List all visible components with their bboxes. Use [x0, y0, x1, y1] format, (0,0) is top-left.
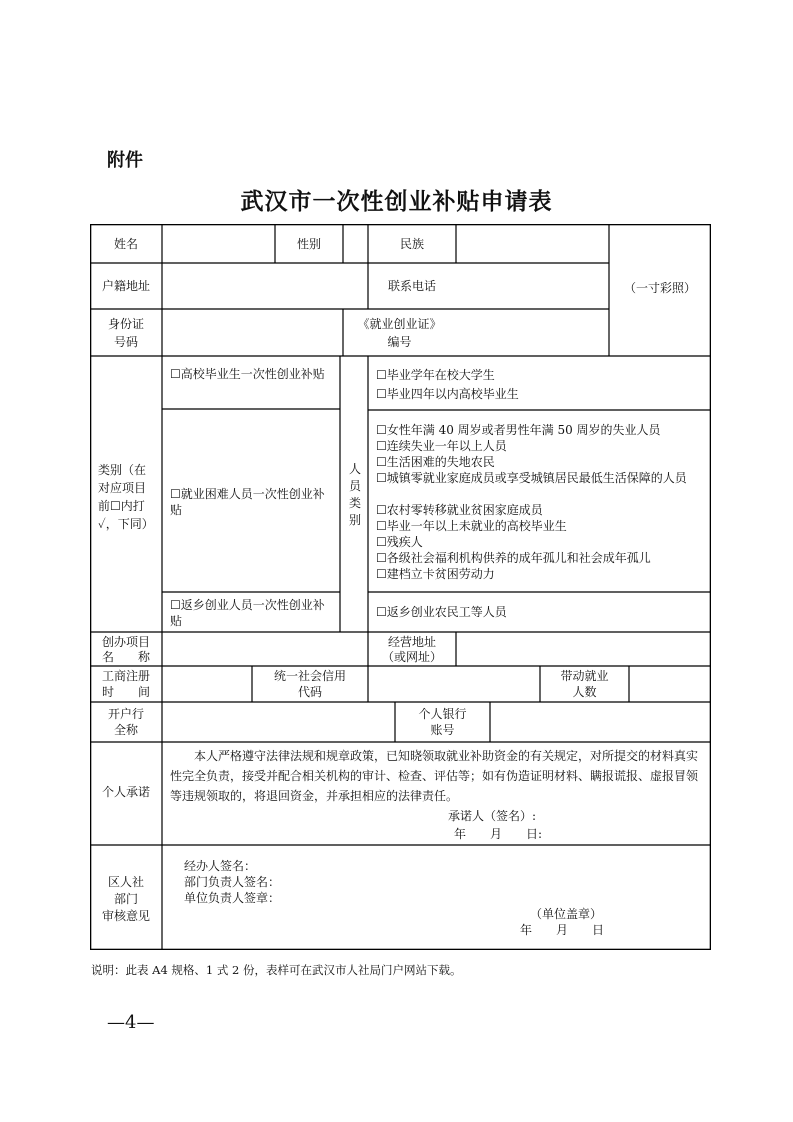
category-label: 类别（在: [98, 463, 147, 477]
category-label-3: 前☐内打: [98, 499, 145, 513]
phone-label: 联系电话: [387, 279, 436, 293]
project-label: 创办项目: [101, 635, 150, 649]
reg-time-field[interactable]: [163, 667, 251, 701]
graduate-option-2[interactable]: ☐毕业四年以内高校毕业生: [376, 387, 519, 401]
subsidy-return-option[interactable]: ☐返乡创业人员一次性创业补贴: [170, 598, 325, 628]
unit-head-signature[interactable]: 单位负责人签章：: [184, 891, 281, 905]
bank-label: 开户行: [107, 707, 144, 721]
gender-field[interactable]: [344, 225, 367, 262]
account-number-field[interactable]: [491, 703, 710, 741]
graduate-option-1[interactable]: ☐毕业学年在校大学生: [376, 368, 495, 382]
id-number-field[interactable]: [163, 310, 342, 355]
id-label: 身份证: [107, 317, 144, 331]
name-field[interactable]: [163, 225, 274, 262]
project-name-field[interactable]: [163, 633, 367, 665]
hardship-option-4[interactable]: ☐城镇零就业家庭成员或享受城镇居民最低生活保障的人员: [376, 471, 687, 485]
form-title: 武汉市一次性创业补贴申请表: [240, 188, 553, 215]
cert-label: 《就业创业证》: [357, 317, 442, 331]
form-note: 说明：此表 A4 规格、1 式 2 份，表样可在武汉市人社局门户网站下载。: [91, 963, 462, 977]
phone-field[interactable]: [457, 264, 608, 308]
bank-name-field[interactable]: [163, 703, 394, 741]
biz-address-label: 经营地址: [387, 635, 436, 649]
credit-code-field[interactable]: [369, 667, 539, 701]
subsidy-graduate-option[interactable]: ☐高校毕业生一次性创业补贴: [170, 367, 325, 381]
biz-address-label-2: （或网址）: [381, 650, 442, 664]
hardship-option-9[interactable]: ☐建档立卡贫困劳动力: [376, 567, 495, 581]
attachment-label: 附件: [107, 150, 143, 171]
review-label-2: 部门: [113, 892, 138, 906]
employ-label: 带动就业: [560, 669, 609, 683]
promise-label: 个人承诺: [101, 785, 150, 799]
name-label: 姓名: [113, 237, 138, 251]
promise-signature[interactable]: 承诺人（签名）:: [448, 809, 537, 823]
category-label-4: ✓，下同）: [98, 517, 154, 531]
category-label-2: 对应项目: [98, 481, 147, 495]
review-date[interactable]: 年 月 日: [520, 923, 605, 937]
reg-time-label: 工商注册: [101, 669, 150, 683]
handler-signature[interactable]: 经办人签名：: [184, 859, 257, 873]
page-number: —4—: [107, 1012, 155, 1033]
account-label: 个人银行: [418, 707, 467, 721]
return-option[interactable]: ☐返乡创业农民工等人员: [376, 605, 507, 619]
application-form: [90, 224, 711, 950]
bank-label-2: 全称: [113, 723, 138, 737]
subsidy-hardship-option[interactable]: ☐就业困难人员一次性创业补贴: [170, 487, 325, 517]
employ-label-2: 人数: [572, 685, 597, 699]
hardship-option-1[interactable]: ☐女性年满 40 周岁或者男性年满 50 周岁的失业人员: [376, 423, 661, 437]
ethnicity-field[interactable]: [457, 225, 608, 262]
hardship-option-2[interactable]: ☐连续失业一年以上人员: [376, 439, 507, 453]
review-label: 区人社: [107, 875, 144, 889]
unit-seal-label: （单位盖章）: [530, 907, 603, 921]
cert-label-2: 编号: [387, 335, 412, 349]
hardship-option-3[interactable]: ☐生活困难的失地农民: [376, 455, 495, 469]
promise-date[interactable]: 年 月 日:: [454, 827, 543, 841]
reg-time-label-2: 时 间: [101, 685, 150, 699]
photo-placeholder[interactable]: （一寸彩照）: [623, 281, 696, 295]
hardship-option-8[interactable]: ☐各级社会福利机构供养的成年孤儿和社会成年孤儿: [376, 551, 651, 565]
cert-number-field[interactable]: [457, 310, 608, 355]
promise-text: 本人严格遵守法律法规和规章政策，已知晓领取就业补助资金的有关规定，对所提交的材料真实性完全负责，接受并配合相关机构的审计、检查、评估等；如有伪造证明材料、瞒报谎报、虚报冒领等违规领取的，将退回资金，并承担相应的法律责任。: [170, 749, 699, 803]
hardship-option-6[interactable]: ☐毕业一年以上未就业的高校毕业生: [376, 519, 567, 533]
account-label-2: 账号: [430, 723, 455, 737]
address-field[interactable]: [163, 264, 367, 308]
ethnicity-label: 民族: [399, 237, 424, 251]
biz-address-field[interactable]: [457, 633, 710, 665]
id-label-2: 号码: [113, 335, 138, 349]
hardship-option-7[interactable]: ☐残疾人: [376, 535, 423, 549]
review-label-3: 审核意见: [101, 909, 150, 923]
person-type-label: 人员类别: [348, 462, 361, 527]
hardship-option-5[interactable]: ☐农村零转移就业贫困家庭成员: [376, 503, 543, 517]
credit-code-label: 统一社会信用: [273, 669, 346, 683]
employ-count-field[interactable]: [630, 667, 710, 701]
address-label: 户籍地址: [101, 279, 150, 293]
dept-head-signature[interactable]: 部门负责人签名：: [184, 875, 281, 889]
gender-label: 性别: [296, 237, 321, 251]
credit-code-label-2: 代码: [297, 685, 322, 699]
project-label-2: 名 称: [101, 650, 150, 664]
